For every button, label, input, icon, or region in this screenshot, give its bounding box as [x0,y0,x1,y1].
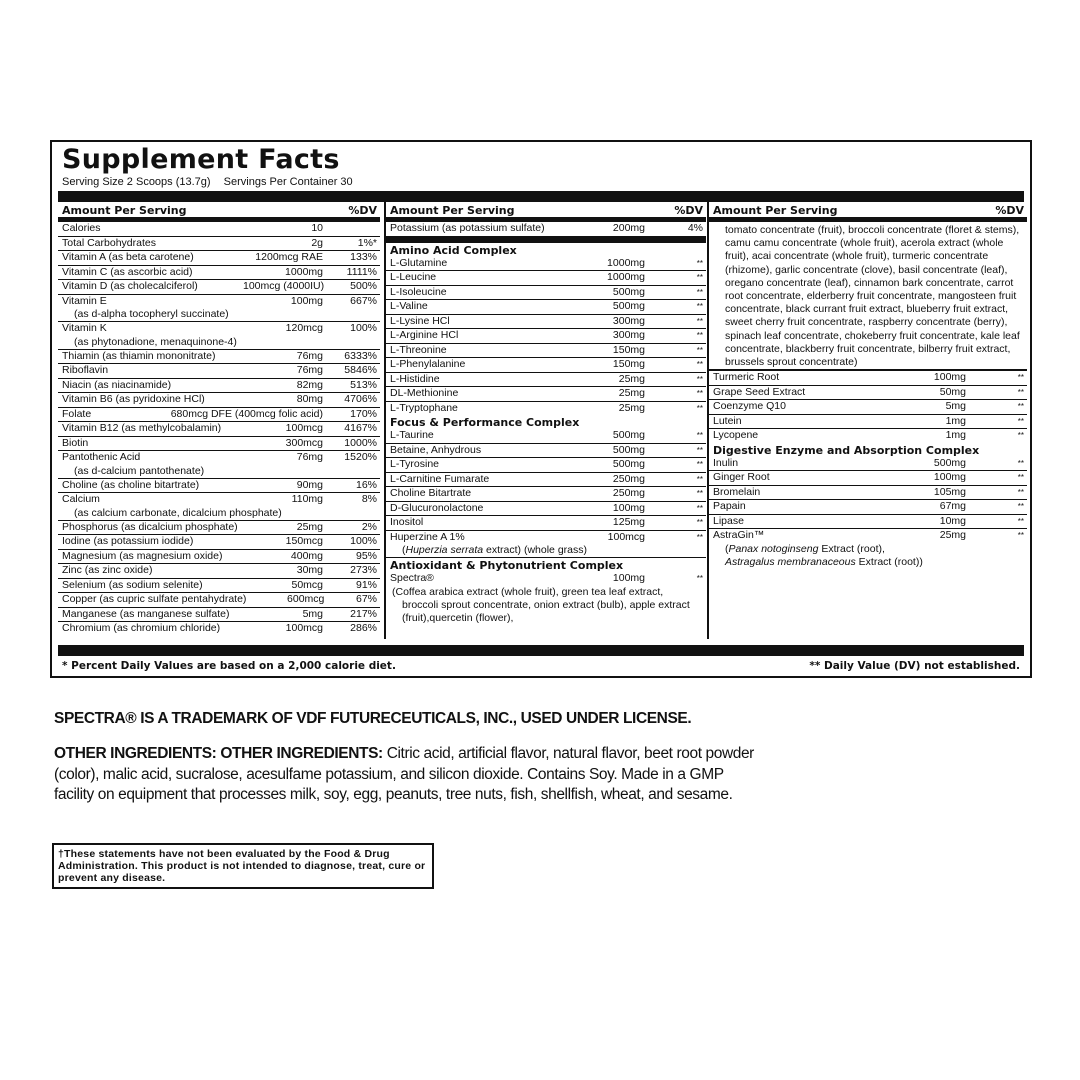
nutrient-source: (as phytonadione, menaquinone-4) [58,336,380,350]
nutrient-name: L-Taurine [390,429,434,441]
nutrient-amount: 105mg [933,485,966,498]
section-title-focus: Focus & Performance Complex [390,416,580,429]
nutrient-amount: 250mg [612,487,645,499]
nutrient-amount: 100mcg [607,530,645,543]
nutrient-row [58,237,380,252]
nutrient-row [386,473,706,488]
nutrient-row [709,400,1027,415]
nutrient-amount: 500mg [612,458,645,470]
nutrient-dv: 1000% [344,436,377,449]
nutrient-amount: 25mg [296,520,323,533]
nutrient-amount: 100mg [612,501,645,514]
column-header [709,202,1027,222]
nutrient-name: L-Leucine [390,271,437,283]
nutrient-amount: 25mg [618,372,645,385]
nutrient-name: Vitamin C (as ascorbic acid) [62,265,193,278]
nutrient-amount: 50mcg [291,578,323,591]
nutrient-dv: 16% [355,478,377,491]
nutrient-dv: ** [696,316,703,326]
nutrient-source: (as d-calcium pantothenate) [58,465,380,479]
nutrient-name: Chromium (as chromium chloride) [62,622,221,634]
nutrient-name: Choline Bitartrate [390,487,472,499]
nutrient-name: Lutein [713,414,742,427]
nutrient-name: Grape Seed Extract [713,385,806,398]
nutrient-name: Bromelain [713,485,761,498]
nutrient-amount: 10 [311,222,323,234]
nutrient-dv: 500% [350,280,377,292]
nutrient-dv: 95% [355,549,377,562]
nutrient-row [709,457,1027,472]
nutrient-name: Selenium (as sodium selenite) [62,578,203,591]
nutrient-amount: 500mg [933,456,966,469]
nutrient-dv: 667% [350,294,377,307]
nutrient-amount: 76mg [296,349,323,362]
nutrient-amount: 600mcg [287,593,325,605]
nutrient-name: Niacin (as niacinamide) [62,378,172,391]
header-amount: Amount Per Serving [713,204,838,217]
nutrient-dv: ** [1017,431,1024,441]
top-rule [58,191,1024,202]
nutrient-name: AstraGin™ [713,529,765,542]
nutrient-name: Vitamin K [62,322,107,334]
nutrient-row [386,373,706,388]
nutrient-dv: ** [696,331,703,340]
footnote-dv-basis: * Percent Daily Values are based on a 2,000 calorie diet. [62,660,396,672]
nutrient-amount: 82mg [296,378,323,391]
nutrient-name: Calories [62,222,101,234]
nutrient-row [58,266,380,281]
nutrient-dv: ** [696,389,703,398]
nutrient-dv: 4706% [344,393,377,405]
nutrient-dv: 133% [350,251,377,263]
nutrient-name: Iodine (as potassium iodide) [62,535,194,547]
nutrient-name: L-Tyrosine [390,458,440,470]
nutrient-row [58,437,380,452]
nutrient-name: Betaine, Anhydrous [390,443,482,456]
nutrient-dv: ** [1017,473,1024,483]
nutrient-amount: 90mg [296,478,323,491]
nutrient-amount: 67mg [939,500,966,513]
nutrient-amount: 25mg [618,387,645,399]
nutrient-name: L-Lysine HCl [390,314,450,327]
header-amount: Amount Per Serving [62,204,187,217]
nutrient-dv: ** [1017,487,1024,497]
nutrient-amount: 1000mg [285,265,323,278]
nutrient-dv: ** [696,258,703,268]
nutrient-amount: 25mg [618,401,645,414]
nutrient-amount: 300mcg [285,436,323,449]
nutrient-name: Turmeric Root [713,371,780,384]
header-dv: %DV [348,204,377,217]
nutrient-amount: 25mg [939,529,966,542]
nutrient-row-potassium: Potassium (as potassium sulfate) 200mg 4% [386,222,706,243]
nutrient-amount: 10mg [939,514,966,527]
nutrient-row [58,322,380,336]
bottom-rule [58,645,1024,656]
nutrient-name: Zinc (as zinc oxide) [62,564,153,576]
nutrient-row [58,408,380,423]
nutrient-amount: 100mcg (4000IU) [243,280,325,292]
nutrient-amount: 50mg [939,385,966,398]
nutrient-dv: 5846% [344,364,377,376]
nutrient-row [58,579,380,594]
section-title-digestive: Digestive Enzyme and Absorption Complex [713,443,980,457]
nutrient-dv: ** [696,360,703,369]
nutrient-name: Lycopene [713,429,759,442]
nutrient-dv: ** [696,287,703,297]
spectra-description-continued: tomato concentrate (fruit), broccoli concentrate (floret & stems), camu camu concentrate (whole fruit), acerola extract (whole fruit), acai concentrate (whole fruit), turmeric concentrate (rhizome), garlic concentrate (clove), basil concentrate (leaf), oregano concentrate (leaf), cinnamon bark concentrate, carrot root concentrate, elderberry fruit concentrate, mangosteen fruit concentrate, black currant fruit extract, blueberry fruit extract, sweet cherry fruit concentrate, raspberry concentrate (berry), spinach leaf concentrate, chokeberry fruit concentrate, kale leaf concentrate, blackberry fruit concentrate, bilberry fruit extract, brussels sprout concentrate) [709,222,1027,371]
nutrient-dv: 100% [350,322,377,334]
nutrient-row [709,429,1027,443]
nutrient-row [386,502,706,517]
nutrient-name: Calcium [62,493,100,505]
nutrient-row [386,387,706,402]
nutrient-name: Total Carbohydrates [62,236,156,249]
nutrient-dv: ** [1017,516,1024,526]
nutrient-list [58,222,380,636]
nutrient-amount: 400mg [290,549,323,562]
nutrient-name: L-Arginine HCl [390,329,459,341]
nutrient-dv: 170% [350,407,377,420]
nutrient-name: Folate [62,407,92,420]
column-header [58,202,380,222]
other-ingredients-label: OTHER INGREDIENTS: OTHER INGREDIENTS: [54,745,383,762]
nutrient-row [58,622,380,636]
antioxidant-list [709,371,1027,443]
other-ingredients-text: Citric acid, artificial flavor, natural flavor, beet root powder (color), malic acid, sucralose, acesulfame potassium, and silicon dioxide. Contains Soy. Made in a GMP facility on equipment that processes milk, soy, egg, peanuts, tree nuts, fish, shellfish, wheat, and sesame. [54,745,754,803]
column-vitamins-minerals [58,202,380,639]
nutrient-amount: 80mg [296,393,323,405]
nutrient-dv: ** [696,503,703,513]
nutrient-name: Riboflavin [62,364,109,376]
nutrient-row [386,516,706,531]
nutrient-name: Magnesium (as magnesium oxide) [62,549,223,562]
nutrient-amount: 125mg [612,516,645,528]
nutrient-dv: 217% [350,607,377,620]
nutrient-amount: 1000mg [607,271,645,283]
nutrient-row [58,608,380,623]
column-amino-focus [384,202,706,639]
nutrient-name: DL-Methionine [390,387,459,399]
nutrient-row [58,280,380,295]
nutrient-amount: 2g [311,236,323,249]
nutrient-name: Vitamin A (as beta carotene) [62,251,194,263]
nutrient-row [58,564,380,579]
nutrient-amount: 100mcg [285,422,323,434]
nutrient-row [386,358,706,373]
nutrient-row [58,493,380,507]
nutrient-name: Pantothenic Acid [62,451,141,463]
nutrient-name: Papain [713,500,746,513]
nutrient-row [709,386,1027,401]
nutrient-row [58,379,380,394]
nutrient-dv: ** [696,532,703,542]
nutrient-name: Vitamin B6 (as pyridoxine HCl) [62,393,205,405]
nutrient-dv: ** [1017,387,1024,397]
nutrient-row [709,415,1027,430]
section-title-antioxidant: Antioxidant & Phytonutrient Complex [390,559,624,572]
nutrient-row [386,300,706,315]
nutrient-dv: ** [1017,502,1024,512]
nutrient-name: Inulin [713,456,739,469]
nutrient-name: Huperzine A 1% [390,530,465,543]
nutrient-dv: 1%* [357,236,377,249]
nutrient-amount: 76mg [296,364,323,376]
nutrient-row [58,535,380,550]
nutrient-name: Inositol [390,516,424,528]
nutrient-name: L-Valine [390,300,428,312]
nutrient-row [386,286,706,301]
serving-info [62,176,363,188]
nutrient-dv: ** [1017,531,1024,541]
nutrient-amount: 5mg [302,607,323,620]
nutrient-row [386,257,706,272]
nutrient-name: L-Tryptophane [390,401,458,414]
nutrient-row [386,487,706,502]
nutrient-dv: 273% [350,564,377,576]
focus-list [386,429,706,544]
nutrient-name: Vitamin B12 (as methylcobalamin) [62,422,222,434]
nutrient-amount: 500mg [612,443,645,456]
nutrient-row [709,486,1027,501]
amino-list [386,257,706,416]
nutrient-dv: 1520% [344,451,377,463]
astragin-source: (Panax notoginseng Extract (root), Astragalus membranaceous Extract (root)) [725,542,923,568]
nutrient-dv: 2% [361,520,377,533]
nutrient-row [58,295,380,309]
nutrient-dv: ** [696,302,703,311]
nutrient-dv: ** [1017,402,1024,412]
supplement-facts-panel [50,140,1032,678]
nutrient-name: Thiamin (as thiamin mononitrate) [62,349,216,362]
nutrient-name: Copper (as cupric sulfate pentahydrate) [62,593,247,605]
nutrient-dv: 286% [350,622,377,634]
fda-disclaimer: †These statements have not been evaluated by the Food & Drug Administration. This product is not intended to diagnose, treat, cure or prevent any disease. [52,843,434,889]
nutrient-row [58,521,380,536]
nutrient-name: L-Carnitine Fumarate [390,472,490,485]
nutrient-name: L-Glutamine [390,256,448,269]
nutrient-row [58,364,380,379]
nutrient-dv: 1111% [346,265,377,278]
nutrient-row [386,531,706,545]
nutrient-amount: 150mg [612,343,645,356]
nutrient-row [386,344,706,359]
nutrient-dv: ** [1017,373,1024,383]
servings-per-container: Servings Per Container 30 [223,176,353,188]
nutrient-dv: ** [696,445,703,455]
nutrient-row [386,429,706,444]
nutrient-amount: 250mg [612,472,645,485]
nutrient-dv [323,222,377,236]
huperzine-source: (Huperzia serrata extract) (whole grass) [386,544,706,558]
nutrient-row [58,222,380,237]
nutrient-amount: 110mg [291,493,323,505]
header-amount: Amount Per Serving [390,204,515,217]
nutrient-name: Phosphorus (as dicalcium phosphate) [62,520,238,533]
nutrient-row-spectra: Spectra® 100mg ** [390,572,703,584]
nutrient-dv: ** [1017,416,1024,426]
nutrient-row [58,451,380,465]
header-dv: %DV [995,204,1024,217]
nutrient-source: (as d-alpha tocopheryl succinate) [58,308,380,322]
spectra-description: (Coffea arabica extract (whole fruit), green tea leaf extract, broccoli sprout concentrate, onion extract (bulb), apple extract (fruit),quercetin (flower), [392,585,690,624]
nutrient-dv: ** [696,518,703,527]
footnote-dv-not-established: ** Daily Value (DV) not established. [809,660,1020,672]
nutrient-row [709,471,1027,486]
nutrient-amount: 76mg [296,451,323,463]
nutrient-name: L-Threonine [390,343,447,356]
nutrient-amount: 500mg [612,285,645,298]
column-header [386,202,706,222]
nutrient-amount: 1mg [945,414,966,427]
nutrient-row [58,550,380,565]
nutrient-row [386,271,706,286]
nutrient-row [386,329,706,344]
nutrient-amount: 100mg [933,371,966,384]
nutrient-row [58,251,380,266]
nutrient-row [709,529,1027,543]
nutrient-row [386,444,706,459]
nutrient-amount: 150mg [612,358,645,370]
nutrient-name: Choline (as choline bitartrate) [62,478,200,491]
nutrient-dv: 4167% [344,422,377,434]
nutrient-amount: 680mcg DFE (400mcg folic acid) [170,407,323,420]
nutrient-dv: ** [1017,458,1024,468]
nutrient-dv: 91% [355,578,377,591]
nutrient-name: Coenzyme Q10 [713,400,786,413]
nutrient-dv: 513% [350,378,377,391]
nutrient-dv: 6333% [344,349,377,362]
nutrient-name: L-Isoleucine [390,285,447,298]
nutrient-dv: ** [696,273,703,282]
digestive-list [709,457,1027,543]
column-antioxidant-digestive [707,202,1027,639]
nutrient-amount: 5mg [945,400,966,413]
nutrient-amount: 120mcg [285,322,323,334]
nutrient-name: L-Histidine [390,372,440,385]
nutrient-dv: ** [696,489,703,498]
nutrient-amount: 1200mcg RAE [255,251,323,263]
nutrient-name: Ginger Root [713,471,770,484]
nutrient-name: Manganese (as manganese sulfate) [62,607,230,620]
nutrient-dv: 67% [355,593,377,605]
nutrient-amount: 500mg [612,300,645,312]
nutrient-dv: ** [696,474,703,484]
nutrient-source: (as calcium carbonate, dicalcium phosphate) [58,507,380,521]
nutrient-row [386,315,706,330]
nutrient-row [709,371,1027,386]
nutrient-row [58,350,380,365]
nutrient-name: L-Phenylalanine [390,358,466,370]
nutrient-amount: 300mg [612,329,645,341]
nutrient-row [709,515,1027,530]
nutrient-amount: 500mg [612,429,645,441]
nutrient-dv: ** [696,431,703,440]
nutrient-row [709,500,1027,515]
nutrient-dv: ** [696,460,703,469]
nutrient-amount: 30mg [296,564,323,576]
serving-size: Serving Size 2 Scoops (13.7g) [62,176,211,188]
nutrient-dv: ** [696,374,703,384]
trademark-notice: SPECTRA® IS A TRADEMARK OF VDF FUTURECEUTICALS, INC., USED UNDER LICENSE. [54,710,692,727]
nutrient-dv: ** [696,345,703,355]
nutrient-name: Biotin [62,436,89,449]
nutrient-amount: 100mg [290,294,323,307]
nutrient-row [58,479,380,494]
header-dv: %DV [674,204,703,217]
nutrient-row [386,458,706,473]
nutrient-row [58,593,380,608]
nutrient-amount: 100mg [933,471,966,484]
nutrient-row [386,402,706,416]
nutrient-name: D-Glucuronolactone [390,501,484,514]
nutrient-amount: 300mg [612,314,645,327]
nutrient-amount: 100mcg [285,622,323,634]
nutrient-name: Vitamin D (as cholecalciferol) [62,280,198,292]
nutrient-name: Lipase [713,514,744,527]
section-title-amino: Amino Acid Complex [390,243,517,257]
nutrient-row [58,422,380,437]
nutrient-amount: 1mg [945,429,966,442]
nutrient-row [58,393,380,408]
nutrient-amount: 150mcg [285,535,323,547]
nutrient-name: Vitamin E [62,294,107,307]
nutrient-dv: ** [696,403,703,413]
panel-title: Supplement Facts [62,144,340,175]
other-ingredients [54,744,754,806]
nutrient-amount: 1000mg [607,256,645,269]
nutrient-dv: 100% [350,535,377,547]
nutrient-dv: 8% [361,493,377,505]
